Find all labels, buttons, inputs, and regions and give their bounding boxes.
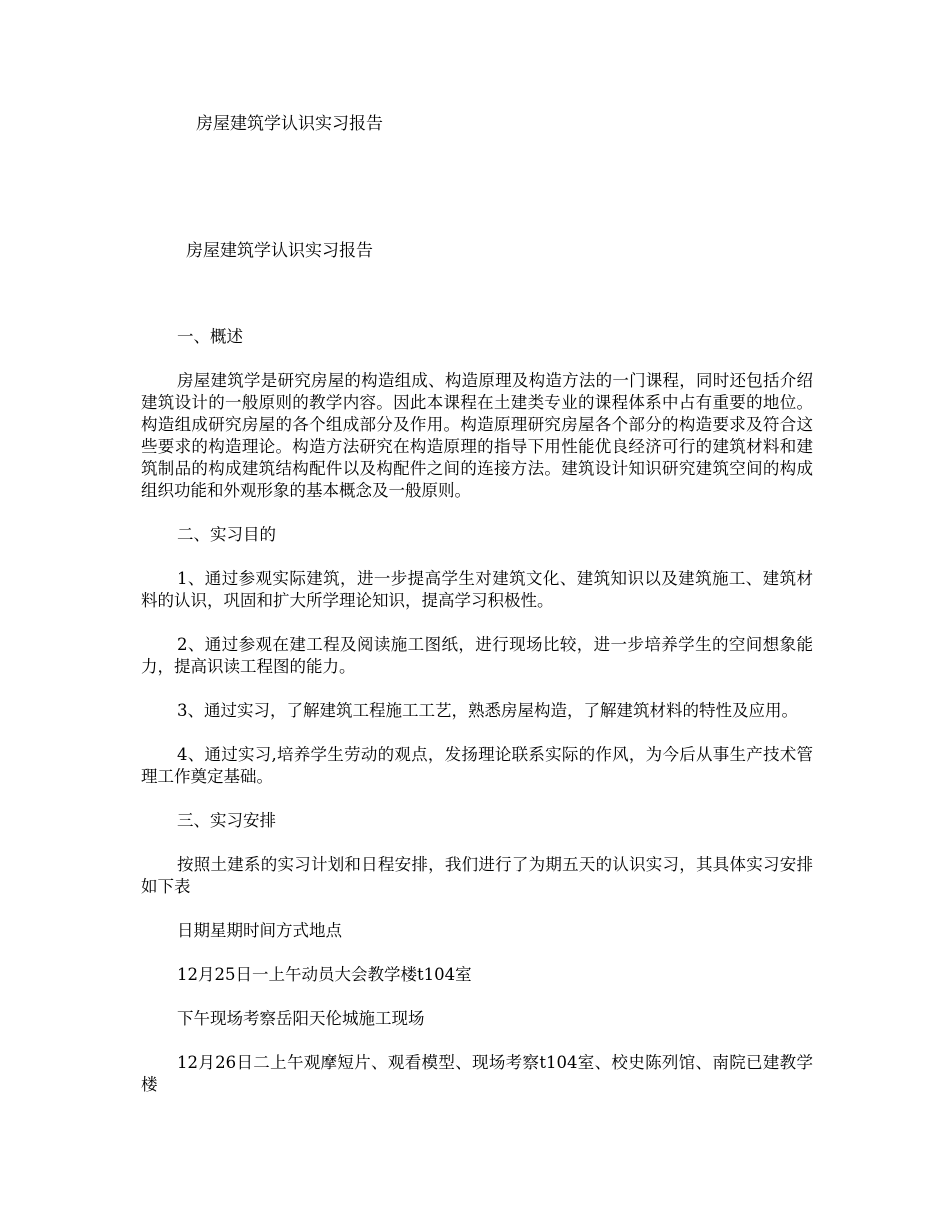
schedule-intro-paragraph: 按照土建系的实习计划和日程安排，我们进行了为期五天的认识实习，其具体实习安排如下表 — [141, 855, 813, 896]
goal-item: 3、通过实习，了解建筑工程施工工艺，熟悉房屋构造，了解建筑材料的特性及应用。 — [177, 701, 798, 720]
schedule-row: 12月25日一上午动员大会教学楼t104室 — [177, 965, 472, 984]
schedule-header: 日期星期时间方式地点 — [177, 921, 342, 940]
section-heading-overview: 一、概述 — [177, 327, 243, 346]
goal-item: 1、通过参观实际建筑，进一步提高学生对建筑文化、建筑知识以及建筑施工、建筑材料的认识，巩固和扩大所学理论知识，提高学习积极性。 — [141, 569, 813, 610]
goal-item: 2、通过参观在建工程及阅读施工图纸，进行现场比较，进一步培养学生的空间想象能力，提高识读工程图的能力。 — [141, 635, 813, 676]
document-title: 房屋建筑学认识实习报告 — [196, 114, 383, 134]
document-body — [141, 326, 813, 1118]
overview-paragraph: 房屋建筑学是研究房屋的构造组成、构造原理及构造方法的一门课程，同时还包括介绍建筑设计的一般原则的教学内容。因此本课程在土建类专业的课程体系中占有重要的地位。构造组成研究房屋的各个组成部分及作用。构造原理研究房屋各个部分的构造要求及符合这些要求的构造理论。构造方法研究在构造原理的指导下用性能优良经济可行的建筑材料和建筑制品的构成建筑结构配件以及构配件之间的连接方法。建筑设计知识研究建筑空间的构成组织功能和外观形象的基本概念及一般原则。 — [141, 371, 813, 500]
goal-item: 4、通过实习,培养学生劳动的观点，发扬理论联系实际的作风，为今后从事生产技术管理工作奠定基础。 — [141, 745, 813, 786]
section-heading-schedule: 三、实习安排 — [177, 811, 276, 830]
schedule-row: 下午现场考察岳阳天伦城施工现场 — [177, 1009, 425, 1028]
document-subtitle: 房屋建筑学认识实习报告 — [186, 241, 373, 261]
section-heading-goals: 二、实习目的 — [177, 525, 276, 544]
schedule-row: 12月26日二上午观摩短片、观看模型、现场考察t104室、校史陈列馆、南院已建教学楼 — [141, 1053, 813, 1094]
